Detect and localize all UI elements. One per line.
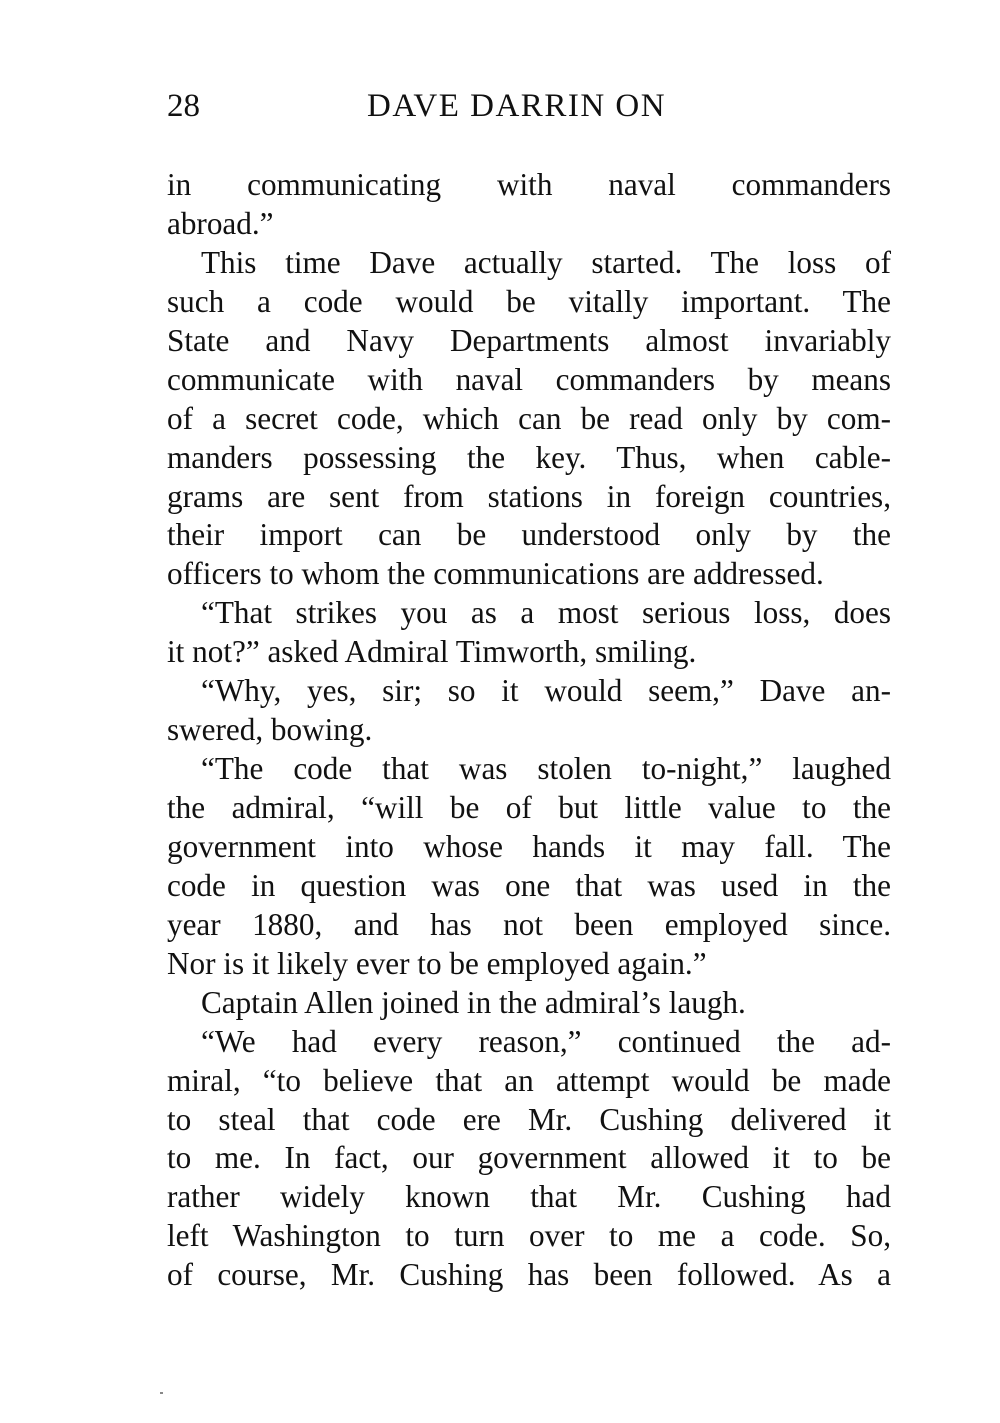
text-line: manders possessing the key. Thus, when cable- xyxy=(167,439,891,475)
page-number: 28 xyxy=(167,88,200,124)
text-line: such a code would be vitally important. The xyxy=(167,283,891,319)
text-line: rather widely known that Mr. Cushing had xyxy=(167,1179,891,1215)
body-text xyxy=(167,166,891,1295)
text-line: “That strikes you as a most serious loss, does xyxy=(201,595,891,631)
text-line: of course, Mr. Cushing has been followed. As a xyxy=(167,1257,891,1293)
text-line: “The code that was stolen to-night,” laughed xyxy=(201,751,891,787)
running-head xyxy=(167,80,891,132)
text-line: State and Navy Departments almost invariably xyxy=(167,322,891,358)
text-line: Nor is it likely ever to be employed again.” xyxy=(167,945,707,981)
text-line: grams are sent from stations in foreign countries, xyxy=(167,478,891,514)
text-line: abroad.” xyxy=(167,205,274,241)
text-line: swered, bowing. xyxy=(167,712,373,748)
text-line: This time Dave actually started. The loss of xyxy=(201,244,891,280)
text-line: to me. In fact, our government allowed it to be xyxy=(167,1140,891,1176)
text-line: government into whose hands it may fall. The xyxy=(167,828,891,864)
text-line: officers to whom the communications are addressed. xyxy=(167,556,824,592)
text-line: to steal that code ere Mr. Cushing delivered it xyxy=(167,1101,891,1137)
text-line: communicate with naval commanders by means xyxy=(167,361,891,397)
text-line: in communicating with naval commanders xyxy=(167,167,891,202)
text-line: Captain Allen joined in the admiral’s laugh. xyxy=(201,984,746,1020)
text-line: “We had every reason,” continued the ad- xyxy=(201,1023,891,1059)
text-line: of a secret code, which can be read only by com- xyxy=(167,400,891,436)
text-line: left Washington to turn over to me a code. So, xyxy=(167,1218,891,1254)
text-line: the admiral, “will be of but little value to the xyxy=(167,790,891,825)
text-line: their import can be understood only by the xyxy=(167,517,891,553)
text-line: “Why, yes, sir; so it would seem,” Dave an- xyxy=(201,673,891,709)
text-line: code in question was one that was used in the xyxy=(167,867,891,903)
text-line: year 1880, and has not been employed since. xyxy=(167,906,891,942)
text-line: miral, “to believe that an attempt would be made xyxy=(167,1062,891,1098)
text-line: it not?” asked Admiral Timworth, smiling. xyxy=(167,634,697,670)
running-title: DAVE DARRIN ON xyxy=(367,88,667,124)
scan-speck xyxy=(160,1392,163,1394)
